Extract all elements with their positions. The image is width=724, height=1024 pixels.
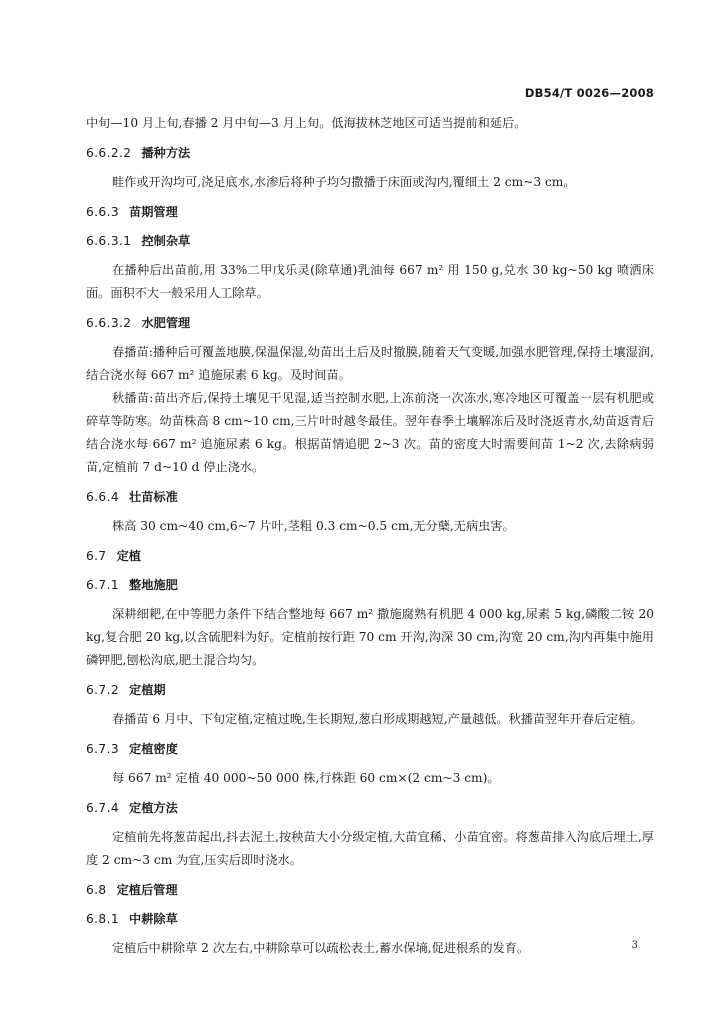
paragraph: 秋播苗:苗出齐后,保持土壤见干见湿,适当控制水肥,上冻前浇一次冻水,寒冷地区可覆盖一层有机肥或碎草等防寒。幼苗株高 8 cm~10 cm,三片叶时越冬最佳。翌年春季土壤解冻后及时浇返青水,幼苗返青后结合浇水每 667 m² 追施尿素 6 kg。根据苗情追肥 2~3 次。苗的密度大时需要间苗 1~2 次,去除病弱苗,定植前 7 d~10 d 停止浇水。 bbox=[86, 391, 654, 474]
paragraph: 定植前先将葱苗起出,抖去泥土,按秧苗大小分级定植,大苗宜稀、小苗宜密。将葱苗排入沟底后埋土,厚度 2 cm~3 cm 为宜,压实后即时浇水。 bbox=[86, 830, 654, 867]
section-number: 6.6.3 bbox=[86, 205, 120, 219]
section-number: 6.7.4 bbox=[86, 801, 120, 815]
section-number: 6.6.4 bbox=[86, 490, 120, 504]
paragraph: 在播种后出苗前,用 33%二甲戊乐灵(除草通)乳油每 667 m² 用 150 g,兑水 30 kg~50 kg 喷洒床面。面积不大一般采用人工除草。 bbox=[86, 263, 654, 300]
paragraph: 深耕细耙,在中等肥力条件下结合整地每 667 m² 撒施腐熟有机肥 4 000 kg,尿素 5 kg,磷酸二铵 20 kg,复合肥 20 kg,以含硫肥料为好。定植前按行距 70 cm 开沟,沟深 30 cm,沟宽 20 cm,沟内再集中施用磷钾肥,刨松沟底,肥土混合均匀。 bbox=[86, 607, 654, 667]
paragraph: 畦作或开沟均可,浇足底水,水渗后将种子均匀撒播于床面或沟内,覆细土 2 cm~3 cm。 bbox=[112, 175, 576, 189]
section-number: 6.6.3.1 bbox=[86, 234, 132, 248]
section-title: 水肥管理 bbox=[141, 316, 191, 330]
section-title: 定植期 bbox=[129, 683, 166, 697]
section-title: 苗期管理 bbox=[129, 205, 178, 219]
section-heading bbox=[86, 486, 654, 509]
section-title: 整地施肥 bbox=[129, 578, 178, 592]
section-number: 6.6.2.2 bbox=[86, 146, 132, 160]
section-heading bbox=[86, 738, 654, 761]
section-number: 6.7.3 bbox=[86, 742, 120, 756]
section-title: 中耕除草 bbox=[129, 912, 178, 926]
document-code: DB54/T 0026—2008 bbox=[524, 86, 654, 100]
section-heading bbox=[86, 879, 654, 902]
section-number: 6.7 bbox=[86, 549, 107, 563]
section-heading bbox=[86, 908, 654, 931]
section-title: 定植后管理 bbox=[116, 883, 178, 897]
section-number: 6.7.2 bbox=[86, 683, 120, 697]
section-heading bbox=[86, 201, 654, 224]
section-heading bbox=[86, 545, 654, 568]
section-title: 壮苗标准 bbox=[129, 490, 178, 504]
section-heading bbox=[86, 679, 654, 702]
paragraph: 春播苗 6 月中、下旬定植,定植过晚,生长期短,葱白形成期越短,产量越低。秋播苗翌年开春后定植。 bbox=[112, 712, 643, 726]
section-heading bbox=[86, 574, 654, 597]
section-title: 定植方法 bbox=[129, 801, 178, 815]
section-number: 6.8 bbox=[86, 883, 107, 897]
section-heading bbox=[86, 797, 654, 820]
section-title: 定植密度 bbox=[129, 742, 178, 756]
section-title: 控制杂草 bbox=[141, 234, 191, 248]
section-heading bbox=[86, 142, 654, 165]
section-number: 6.8.1 bbox=[86, 912, 120, 926]
section-heading bbox=[86, 230, 654, 253]
section-title: 播种方法 bbox=[141, 146, 191, 160]
section-heading bbox=[86, 312, 654, 335]
section-number: 6.6.3.2 bbox=[86, 316, 132, 330]
paragraph: 定植后中耕除草 2 次左右,中耕除草可以疏松表土,蓄水保墒,促进根系的发育。 bbox=[112, 941, 530, 955]
paragraph: 每 667 m² 定植 40 000~50 000 株,行株距 60 cm×(2 cm~3 cm)。 bbox=[112, 771, 500, 785]
section-number: 6.7.1 bbox=[86, 578, 120, 592]
page-number: 3 bbox=[631, 940, 638, 951]
paragraph: 春播苗:播种后可覆盖地膜,保温保湿,幼苗出土后及时撤膜,随着天气变暖,加强水肥管理,保持土壤湿润,结合浇水每 667 m² 追施尿素 6 kg。及时间苗。 bbox=[86, 345, 654, 382]
paragraph: 中旬—10 月上旬,春播 2 月中旬—3 月上旬。低海拔林芝地区可适当提前和延后。 bbox=[86, 116, 527, 130]
section-title: 定植 bbox=[116, 549, 141, 563]
paragraph: 株高 30 cm~40 cm,6~7 片叶,茎粗 0.3 cm~0.5 cm,无分蘖,无病虫害。 bbox=[112, 519, 515, 533]
document-body bbox=[86, 112, 654, 960]
